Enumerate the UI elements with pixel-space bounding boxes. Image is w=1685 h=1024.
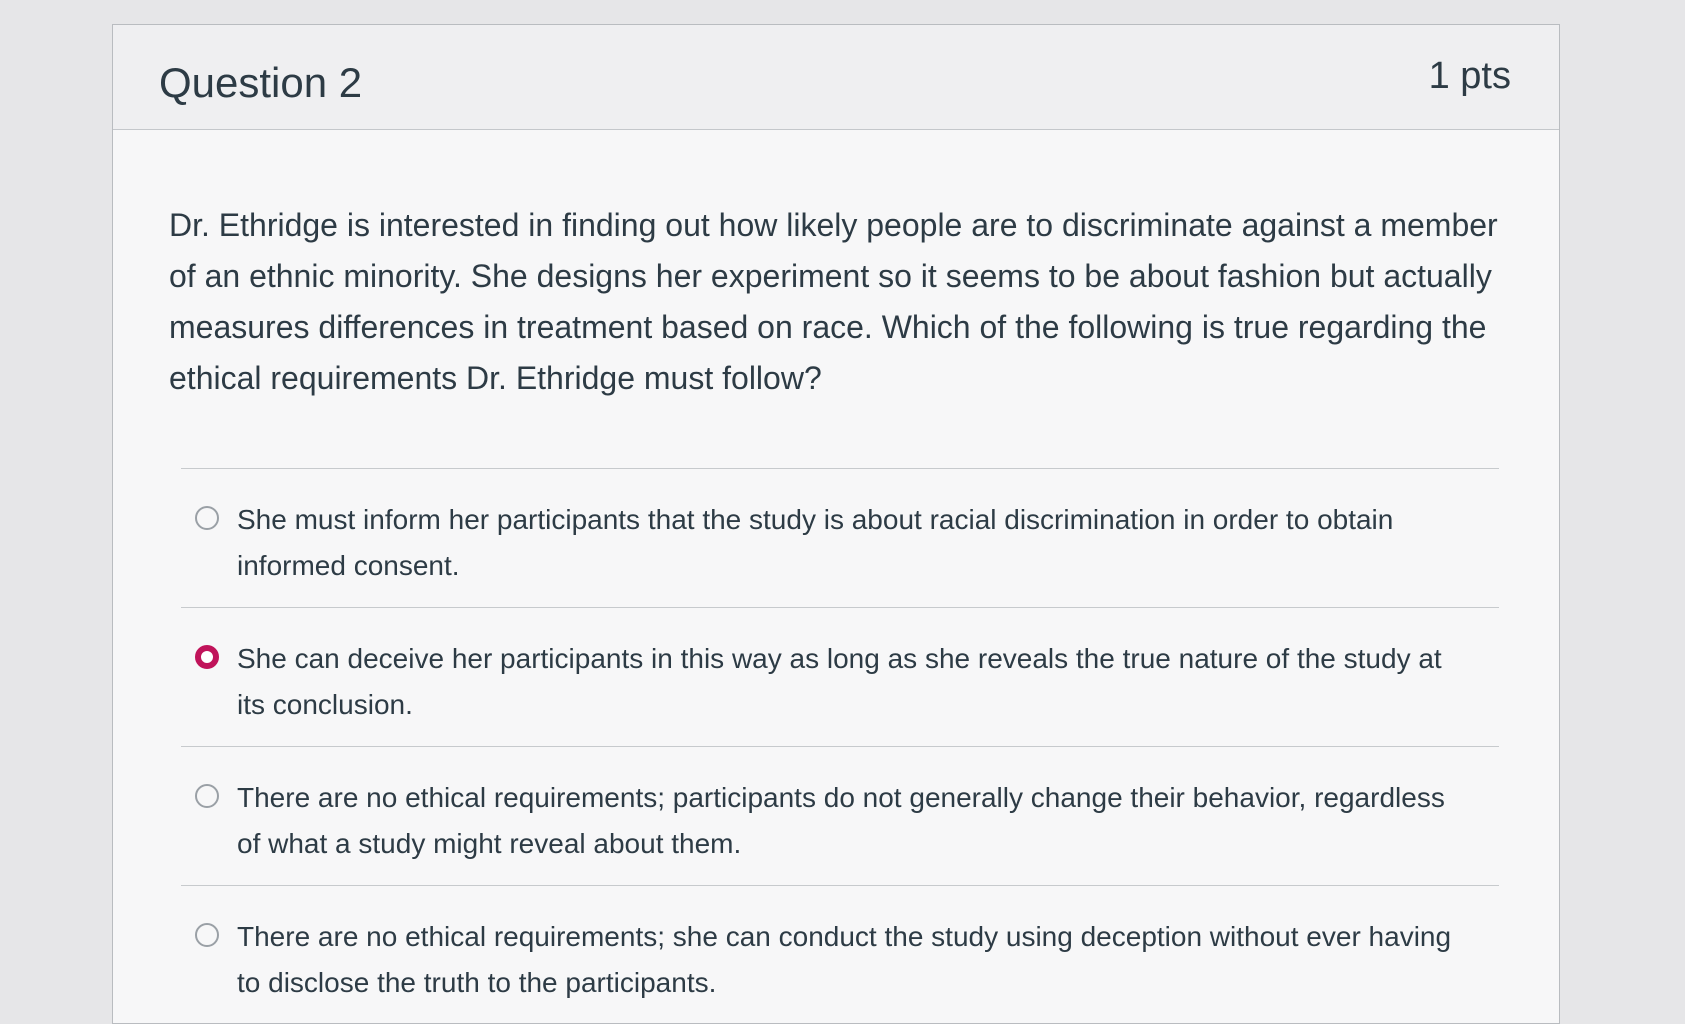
answer-option-2[interactable] [181,608,1499,747]
answer-list [181,468,1499,1024]
radio-button-icon[interactable] [195,784,219,808]
answer-label[interactable]: There are no ethical requirements; she can conduct the study using deception without ever having to disclose the truth to the participants. [237,921,1452,998]
answer-option-3[interactable] [181,747,1499,886]
question-points: 1 pts [1428,55,1511,97]
question-text: Dr. Ethridge is interested in finding out how likely people are to discriminate against a member of an ethnic minority. She designs her experiment so it seems to be about fashion but actually measures differences in treatment based on race. Which of the following is true regarding the ethical requirements Dr. Ethridge must follow? [169,207,1498,396]
answer-label[interactable]: There are no ethical requirements; participants do not generally change their behavior, regardless of what a study might reveal about them. [237,782,1445,859]
question-body [113,130,1559,1024]
question-title: Question 2 [159,59,363,106]
radio-button-icon[interactable] [195,923,219,947]
radio-button-selected-icon[interactable] [195,645,219,669]
question-header [113,25,1559,130]
question-card [112,24,1560,1024]
answer-option-1[interactable] [181,469,1499,608]
answer-label[interactable]: She must inform her participants that the study is about racial discrimination in order to obtain informed consent. [237,504,1394,581]
answer-label[interactable]: She can deceive her participants in this way as long as she reveals the true nature of the study at its conclusion. [237,643,1442,720]
answer-option-4[interactable] [181,886,1499,1024]
radio-button-icon[interactable] [195,506,219,530]
